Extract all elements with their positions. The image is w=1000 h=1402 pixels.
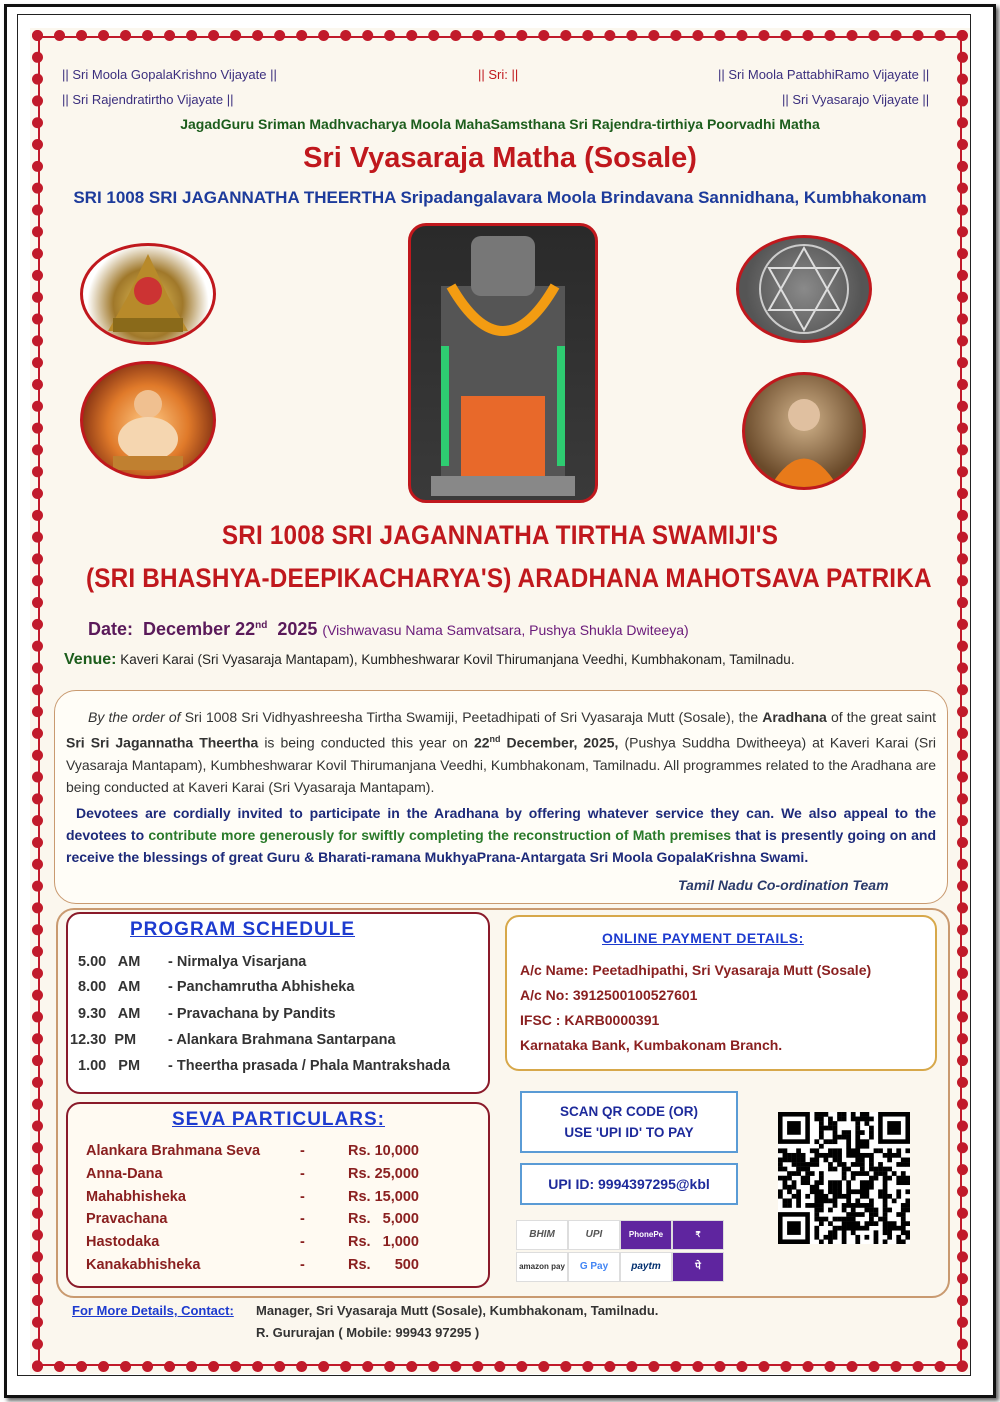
date-year: 2025 [277, 619, 318, 639]
bhim-icon: BHIM [516, 1220, 568, 1250]
msg-text-2: of the great saint [826, 709, 937, 725]
seva-dash: - [300, 1166, 305, 1182]
seva-dash: - [300, 1189, 305, 1205]
account-number: A/c No: 3912500100527601 [520, 987, 698, 1003]
account-name: A/c Name: Peetadhipathi, Sri Vyasaraja Mutt (Sosale) [520, 962, 872, 978]
seva-dash: - [300, 1257, 305, 1273]
bank-name: Karnataka Bank, Kumbakonam Branch. [520, 1037, 783, 1053]
seva-item [86, 1189, 436, 1209]
vijayate-right-2: || Sri Vyasarajo Vijayate || [782, 92, 930, 107]
schedule-event: - Nirmalya Visarjana [168, 954, 307, 970]
contact-label [72, 1303, 234, 1318]
phonepe-alt-icon: ₹ [672, 1220, 724, 1250]
schedule-time: 5.00 AM [78, 954, 141, 970]
schedule-item [78, 1058, 450, 1074]
star-yantra-icon [739, 238, 869, 340]
brindavana-icon [411, 226, 595, 500]
seva-name: Pravachana [86, 1211, 168, 1227]
seated-idol-icon [83, 364, 213, 476]
scan-qr-box [520, 1091, 738, 1153]
schedule-time: 12.30 PM [70, 1032, 137, 1048]
page-subtitle: SRI 1008 SRI JAGANNATHA THEERTHA Sripadangalavara Moola Brindavana Sannidhana, Kumbhakonam [73, 188, 927, 207]
vijayate-right-1: || Sri Moola PattabhiRamo Vijayate || [718, 67, 930, 82]
matha-line: JagadGuru Sriman Madhvacharya Moola MahaSamsthana Sri Rajendra-tirthiya Poorvadhi Matha [180, 116, 820, 132]
msg2-text-1: Devotees are cordially invited to participate in the Aradhana by offering whatever service they can. We also appeal to the devotees to [66, 805, 936, 843]
date-sup: nd [255, 620, 268, 631]
schedule-item [78, 1006, 336, 1022]
schedule-time: 9.30 AM [78, 1006, 141, 1022]
msg-saint: Sri Sri Jagannatha Theertha [66, 734, 259, 751]
vijayate-left-2: || Sri Rajendratirtho Vijayate || [62, 92, 234, 107]
schedule-item [70, 1032, 396, 1048]
phonepe-icon: PhonePe [620, 1220, 672, 1250]
msg-text-3: is being conducted this year on [258, 734, 474, 751]
date-note: (Vishwavasu Nama Samvatsara, Pushya Shukla Dwiteeya) [322, 622, 689, 638]
payment-apps [516, 1220, 722, 1282]
message-paragraph-2 [66, 802, 936, 868]
event-venue [64, 651, 795, 669]
venue-value: Kaveri Karai (Sri Vyasaraja Mantapam), Kumbheshwarar Kovil Thirumanjana Veedhi, Kumbhakonam, Tamilnadu. [120, 652, 795, 667]
venue-label: Venue: [64, 651, 117, 668]
event-title-line-2: (SRI BHASHYA-DEEPIKACHARYA'S) ARADHANA MAHOTSAVA PATRIKA [86, 563, 932, 593]
deity-image-bottom-left [80, 361, 216, 479]
seva-amount: Rs. 1,000 [348, 1234, 419, 1250]
seva-heading: SEVA PARTICULARS: [172, 1109, 385, 1130]
contact-line-2: R. Gururajan ( Mobile: 99943 97295 ) [256, 1325, 480, 1340]
seva-name: Kanakabhisheka [86, 1257, 201, 1273]
vijayate-center: || Sri: || [478, 67, 519, 82]
scan-line-2: USE 'UPI ID' TO PAY [564, 1125, 694, 1140]
seva-name: Hastodaka [86, 1234, 160, 1250]
scan-line-1: SCAN QR CODE (OR) [560, 1104, 698, 1119]
seva-name: Anna-Dana [86, 1166, 163, 1182]
seva-name: Alankara Brahmana Seva [86, 1143, 261, 1159]
seva-item [86, 1257, 436, 1277]
qr-code-icon [778, 1112, 910, 1244]
seva-amount: Rs. 15,000 [348, 1189, 419, 1205]
gpay-icon: G Pay [568, 1252, 620, 1282]
seva-name: Mahabhisheka [86, 1189, 186, 1205]
event-title-line-1: SRI 1008 SRI JAGANNATHA TIRTHA SWAMIJI'S [221, 520, 779, 550]
seva-dash: - [300, 1211, 305, 1227]
deity-image-top-left [80, 243, 216, 345]
contact-line-1: Manager, Sri Vyasaraja Mutt (Sosale), Kumbhakonam, Tamilnadu. [256, 1303, 659, 1318]
msg-aradhana: Aradhana [762, 709, 827, 725]
vijayate-left-1: || Sri Moola GopalaKrishno Vijayate || [62, 67, 277, 82]
msg-text-1: Sri 1008 Sri Vidhyashreesha Tirtha Swamiji, Peetadhipati of Sri Vyasaraja Mutt (Sosale), the [180, 709, 763, 725]
msg-text-4: (Pushya Suddha Dwitheeya) at Kaveri Karai (Sri Vyasaraja Mantapam), Kumbheshwarar Kovil Thirumanjana Veedhi, Kumbhakonam, Tamilnadu. All programmes related to the Aradhana are being conducted at Kaveri Karai (Sri Vyasaraja Mantapam). [66, 734, 936, 795]
upi-icon: UPI [568, 1220, 620, 1250]
contact-label-text: For More Details, Contact: [72, 1303, 234, 1318]
message-paragraph-1 [66, 706, 936, 798]
phonepe-circle-icon: पे [672, 1252, 724, 1282]
seva-amount: Rs. 5,000 [348, 1211, 419, 1227]
schedule-event: - Pravachana by Pandits [168, 1006, 336, 1022]
seva-item [86, 1234, 436, 1254]
seva-amount: Rs. 500 [348, 1257, 419, 1273]
schedule-time: 8.00 AM [78, 979, 141, 995]
schedule-event: - Theertha prasada / Phala Mantrakshada [168, 1058, 451, 1074]
schedule-time: 1.00 PM [78, 1058, 141, 1074]
seva-item [86, 1211, 436, 1231]
date-label: Date: [88, 619, 134, 639]
brindavana-image [408, 223, 598, 503]
swamiji-icon [745, 375, 863, 487]
amazon-pay-icon: amazon pay [516, 1252, 568, 1282]
paytm-icon: paytm [620, 1252, 672, 1282]
schedule-item [78, 979, 354, 995]
coordination-team: Tamil Nadu Co-ordination Team [678, 877, 889, 893]
msg-order: By the order of [88, 709, 181, 725]
seva-amount: Rs. 10,000 [348, 1143, 419, 1159]
msg2-text-2: that is presently going on and receive the blessings of great Guru & Bharati-ramana MukhyaPrana-Antargata Sri Moola GopalaKrishna Swami. [66, 827, 937, 865]
yantra-image [736, 235, 872, 343]
msg2-highlight: contribute more generously for swiftly completing the reconstruction of Math premises [148, 827, 732, 843]
date-value: December 22 [143, 619, 256, 639]
schedule-event: - Alankara Brahmana Santarpana [168, 1032, 396, 1048]
msg-day-sup: nd [489, 734, 501, 744]
deity-ornament-icon [83, 246, 213, 342]
payment-heading: ONLINE PAYMENT DETAILS: [602, 930, 804, 946]
page-title: Sri Vyasaraja Matha (Sosale) [303, 142, 697, 174]
qr-code[interactable] [778, 1112, 910, 1244]
schedule-event: - Panchamrutha Abhisheka [168, 979, 355, 995]
upi-id-box: UPI ID: 9994397295@kbl [520, 1163, 738, 1205]
seva-amount: Rs. 25,000 [348, 1166, 419, 1182]
seva-item [86, 1143, 436, 1163]
program-schedule-heading: PROGRAM SCHEDULE [130, 919, 356, 940]
schedule-item [78, 954, 306, 970]
seva-dash: - [300, 1234, 305, 1250]
seva-dash: - [300, 1143, 305, 1159]
event-date [88, 619, 689, 640]
seva-item [86, 1166, 436, 1186]
msg-date: December, 2025, [500, 734, 619, 751]
swamiji-photo [742, 372, 866, 490]
ifsc-code: IFSC : KARB0000391 [520, 1012, 660, 1028]
msg-day: 22 [473, 734, 490, 751]
